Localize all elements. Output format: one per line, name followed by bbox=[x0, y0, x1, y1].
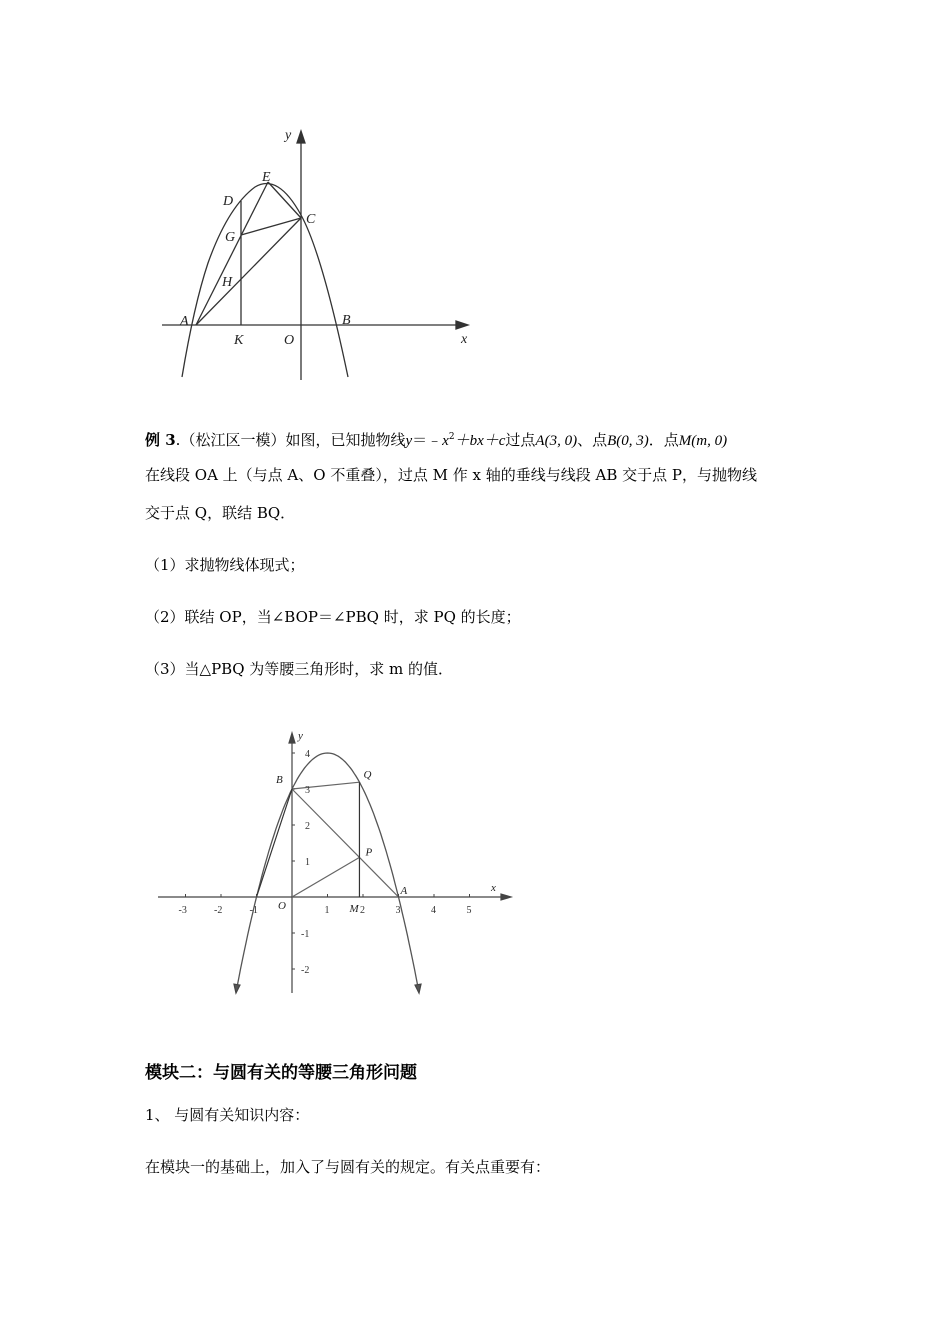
text-a: 过点 bbox=[505, 431, 536, 449]
x-tick-label: -2 bbox=[214, 905, 223, 916]
x-tick-label: 5 bbox=[466, 905, 472, 916]
y-tick-label: -1 bbox=[301, 929, 310, 940]
label-x: x bbox=[491, 882, 496, 894]
module2-text: 在模块一的基础上，加入了与圆有关的规定。有关点重要有： bbox=[145, 1158, 551, 1176]
segment-OP bbox=[292, 857, 359, 897]
label-A: A bbox=[180, 314, 189, 329]
figure-2-svg bbox=[150, 725, 520, 1000]
label-x: x bbox=[461, 332, 468, 347]
example3-line-1: 例 3.（松江区一模）如图，已知抛物线$y=﹣x^2+bx+c$过点A(3, 0)、点B(0, 3)．点M(m, 0) bbox=[145, 431, 728, 449]
y-tick-label: 4 bbox=[305, 749, 310, 760]
x-tick-label: 3 bbox=[395, 905, 401, 916]
x-tick-label: 1 bbox=[324, 905, 330, 916]
y-axis-arrow bbox=[289, 733, 295, 743]
y-axis-arrow bbox=[297, 131, 305, 143]
eq-mid: ＝﹣ bbox=[412, 431, 443, 449]
segment-BA bbox=[292, 789, 399, 897]
x-axis-arrow bbox=[456, 321, 468, 329]
example3-line-2: 在线段 OA 上（与点 A、O 不重叠），过点 M 作 x 轴的垂线与线段 AB 交于点 P，与抛物线 bbox=[145, 466, 757, 484]
label-D: D bbox=[223, 194, 234, 209]
figure-1-svg bbox=[150, 125, 480, 385]
text-b: ．点 bbox=[648, 431, 679, 449]
x-tick-label: -1 bbox=[249, 905, 258, 916]
figure-1 bbox=[150, 125, 480, 385]
point-B: B(0, 3) bbox=[607, 433, 649, 449]
example3-line-3: 交于点 Q，联结 BQ． bbox=[145, 504, 296, 522]
parabola-curve bbox=[182, 184, 348, 378]
point-M: M(m, 0) bbox=[678, 433, 728, 449]
label-K: K bbox=[234, 333, 244, 348]
eq-rest: ＋bx＋c bbox=[454, 433, 506, 449]
point-A: A(3, 0) bbox=[535, 433, 578, 449]
label-y: y bbox=[298, 730, 303, 742]
label-A: A bbox=[400, 885, 408, 897]
y-tick-label: -2 bbox=[301, 965, 310, 976]
segment-AC bbox=[196, 218, 301, 325]
label-Q: Q bbox=[363, 769, 372, 782]
parabola-curve bbox=[237, 753, 418, 987]
segment-CB bbox=[257, 789, 293, 897]
y-tick-label: 2 bbox=[305, 821, 310, 832]
curve-left-arrow bbox=[234, 984, 240, 993]
label-E: E bbox=[262, 170, 271, 185]
label-M: M bbox=[349, 903, 359, 915]
label-O: O bbox=[284, 333, 295, 348]
eq-sup: 2 bbox=[448, 432, 455, 442]
segment-BQ bbox=[292, 782, 359, 789]
question-2: （2）联结 OP，当∠BOP＝∠PBQ 时，求 PQ 的长度； bbox=[145, 608, 521, 626]
label-P: P bbox=[365, 846, 373, 859]
question-3: （3）当△PBQ 为等腰三角形时，求 m 的值． bbox=[145, 660, 454, 678]
eq-y: y bbox=[405, 433, 413, 449]
x-tick-label: -3 bbox=[178, 905, 187, 916]
segment-EC bbox=[268, 182, 301, 218]
label-y: y bbox=[285, 128, 292, 143]
curve-right-arrow bbox=[415, 984, 421, 993]
eq-x: x bbox=[442, 433, 449, 449]
sep: 、点 bbox=[577, 431, 608, 449]
x-tick-label: 2 bbox=[360, 905, 365, 916]
question-1: （1）求抛物线体现式； bbox=[145, 556, 305, 574]
label-B: B bbox=[276, 774, 283, 786]
label-G: G bbox=[225, 230, 236, 245]
x-tick-label: 4 bbox=[431, 905, 436, 916]
example-source: （松江区一模）如图，已知抛物线 bbox=[180, 431, 406, 449]
label-O: O bbox=[278, 900, 286, 912]
module2-heading: 模块二：与圆有关的等腰三角形问题 bbox=[145, 1063, 417, 1083]
label-H: H bbox=[222, 275, 233, 290]
example-label: 例 3 bbox=[145, 431, 176, 449]
figure-2 bbox=[150, 725, 520, 1000]
label-C: C bbox=[306, 212, 316, 227]
x-axis-arrow bbox=[501, 894, 511, 900]
module2-item-1: 1、 与圆有关知识内容： bbox=[145, 1106, 310, 1124]
y-tick-label: 1 bbox=[305, 857, 310, 868]
label-B: B bbox=[342, 313, 351, 328]
y-tick-label: 3 bbox=[305, 785, 310, 796]
